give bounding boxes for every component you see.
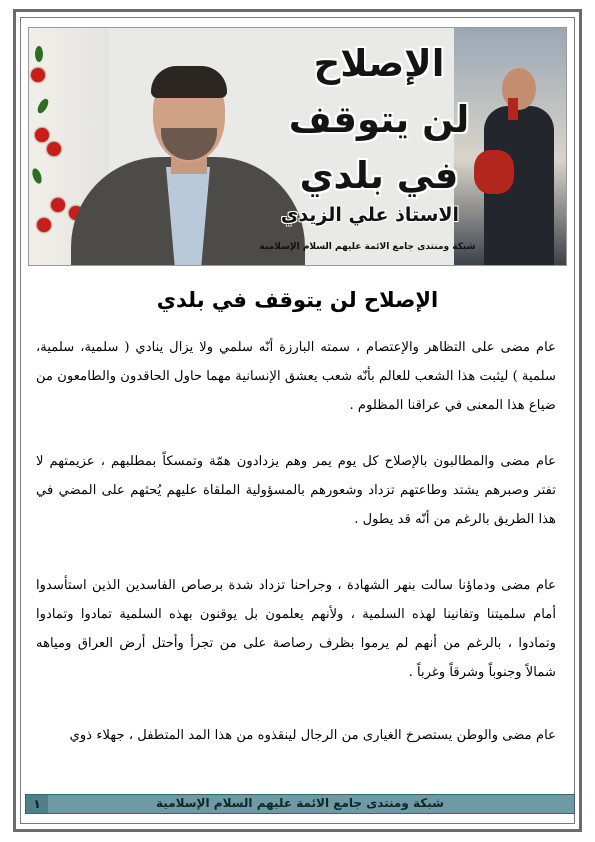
footer-network-name: شبكة ومنتدى جامع الائمة عليهم السلام الإسلامية (156, 796, 444, 810)
banner-headline-line-1: الإصلاح (313, 42, 445, 85)
footer-bar (25, 794, 575, 814)
article-paragraph-3 (36, 571, 556, 687)
paragraph-text: عام مضى على التظاهر والإعتصام ، سمته البارزة أنّه سلمي ولا يزال ينادي ( سلمية، سلمية، سلمية ) ليثبت هذا الشعب للعالم بأنّه شعب يعشق الإنسانية مهما حاول الحاقدون والطامعون من ضياع هذا المعنى في عراقنا المظلوم . (36, 340, 556, 413)
paragraph-text: عام مضى ودماؤنا سالت بنهر الشهادة ، وجراحنا تزداد شدة برصاص الفاسدين الذين استأسدوا أمام سلميتنا وتفانينا لهذه السلمية ، ولأنهم يعلمون بل يوقنون بهذه السلمية تمادوا وتمادوا وتمادوا ، بالرغم من أنهم لم يرموا بظرف رصاصة على من تجرأ وأحتل أرض العراق ومياهه شمالاً وجنوباً وشرقاً وغرباً . (36, 578, 556, 680)
article-paragraph-4 (36, 721, 556, 750)
paragraph-text: عام مضى والمطالبون بالإصلاح كل يوم يمر وهم يزدادون همّة وتمسكاً بمطلبهم ، عزيمتهم لا تفتر وصبرهم يشتد وطاعتهم تزداد وشعورهم بالمسؤولية الملقاة عليهم يُحثهم على المضي في هذا الطريق بالرغم من أنّه قد يطول . (36, 454, 556, 527)
article-title: الإصلاح لن يتوقف في بلدي (156, 288, 439, 312)
banner-headline-line-3: في بلدي (299, 154, 459, 197)
author-portrait (71, 60, 305, 266)
article-paragraph-1 (36, 333, 556, 420)
banner-author-name: الاستاذ علي الزيدي (280, 204, 460, 226)
paragraph-text: عام مضى والوطن يستصرخ الغيارى من الرجال لينقذوه من هذا المد المتطفل ، جهلاء ذوي (69, 728, 556, 743)
article-paragraph-2 (36, 447, 556, 534)
page-number: ١ (26, 795, 48, 813)
banner-network-name: شبكة ومنتدى جامع الائمة عليهم السلام الإسلامية (259, 242, 476, 252)
header-banner (28, 27, 567, 266)
banner-headline-line-2: لن يتوقف (288, 98, 470, 141)
